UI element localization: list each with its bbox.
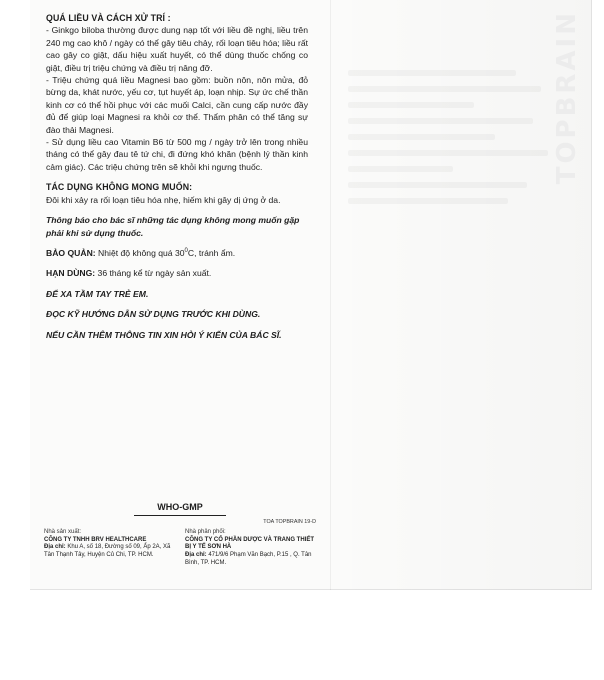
fold-line [330, 0, 331, 590]
leaflet-page [30, 0, 592, 590]
ghost-text-lines [348, 60, 558, 214]
warning-children: ĐỂ XA TẦM TAY TRẺ EM. [46, 288, 149, 299]
manufacturer-name: CÔNG TY TNHH BRV HEALTHCARE [44, 536, 147, 543]
doctor-notice: Thông báo cho bác sĩ những tác dụng không mong muốn gặp phải khi sử dụng thuốc. [46, 215, 300, 238]
distributor-block [185, 529, 316, 567]
side-effects-heading: TÁC DỤNG KHÔNG MONG MUỐN: [46, 182, 193, 193]
expiry-text: 36 tháng kể từ ngày sản xuất. [95, 268, 212, 279]
storage-label: BẢO QUẢN: [46, 247, 96, 258]
distributor-address-label: Địa chỉ: [185, 551, 207, 558]
side-effects-text: Đôi khi xảy ra rối loạn tiêu hóa nhẹ, hiếm khi gây dị ứng ở da. [46, 194, 281, 205]
warning-consult-doctor: NẾU CẦN THÊM THÔNG TIN XIN HỎI Ý KIẾN CỦA BÁC SĨ. [46, 329, 282, 340]
storage-text-end: C, tránh ẩm. [187, 247, 236, 258]
storage-text: Nhiệt độ không quá 30 [95, 247, 185, 258]
expiry-line [46, 267, 308, 279]
bleed-through-area [330, 0, 592, 590]
storage-degree: 0 [184, 248, 188, 255]
leaflet-footer [44, 504, 316, 567]
expiry-label: HẠN DÙNG: [46, 268, 96, 279]
overdose-magnesium: - Triệu chứng quá liều Magnesi bao gồm: buồn nôn, nôn mửa, đỏ bừng da, khát nước, yếu cơ, tụt huyết áp, loạn nhịp. Sự ức chế thần kinh cơ có thể hồi phục với các muối Calci, cần cung cấp nước đầy đủ để giúp loại Magnesi ra khỏi cơ thể. Thẩm phân có thể tăng sự đào thải Magnesi. [46, 75, 308, 135]
overdose-heading: QUÁ LIỀU VÀ CÁCH XỬ TRÍ : [46, 13, 171, 23]
manufacturer-address-label: Địa chỉ: [44, 544, 66, 551]
distributor-name: CÔNG TY CỔ PHẦN DƯỢC VÀ TRANG THIẾT BỊ Y TẾ SƠN HÀ [185, 536, 314, 551]
ghost-product-title: TOPBRAIN [552, 10, 582, 185]
overdose-vitamin-b6: - Sử dụng liều cao Vitamin B6 từ 500 mg / ngày trở lên trong nhiều tháng có thể gây đau tê tứ chi, đi đứng khó khăn (bệnh lý thần kinh cảm giác). Các triệu chứng trên sẽ khỏi khi ngưng thuốc. [46, 137, 308, 172]
storage-line [46, 247, 308, 259]
manufacturer-block [44, 529, 175, 567]
distributor-address: 471/9/6 Phạm Văn Bạch, P.15 , Q. Tân Bình, TP. HCM. [185, 551, 312, 566]
leaflet-text-column [46, 12, 308, 341]
manufacturer-address: Khu A, số 18, Đường số 09, Ấp 2A, Xã Tân Thạnh Tây, Huyện Củ Chi, TP. HCM. [44, 544, 171, 558]
manufacturer-label: Nhà sản xuất: [44, 529, 82, 536]
leaflet-code: TOA TOPBRAIN 19-D [263, 518, 316, 525]
gmp-mark: WHO-GMP [134, 504, 226, 516]
warning-read-instructions: ĐỌC KỸ HƯỚNG DẪN SỬ DỤNG TRƯỚC KHI DÙNG. [46, 309, 261, 320]
overdose-ginkgo: - Ginkgo biloba thường được dung nạp tốt với liều đề nghị, liều trên 240 mg cao khô / ngày có thể gây tiêu chảy, rối loạn tiêu hóa; liều rất cao gây co giật, dấu hiệu xuất huyết, có thể dùng thuốc chống co giật, điều trị triệu chứng và điều trị nâng đỡ. [46, 25, 308, 73]
distributor-label: Nhà phân phối: [185, 529, 226, 536]
